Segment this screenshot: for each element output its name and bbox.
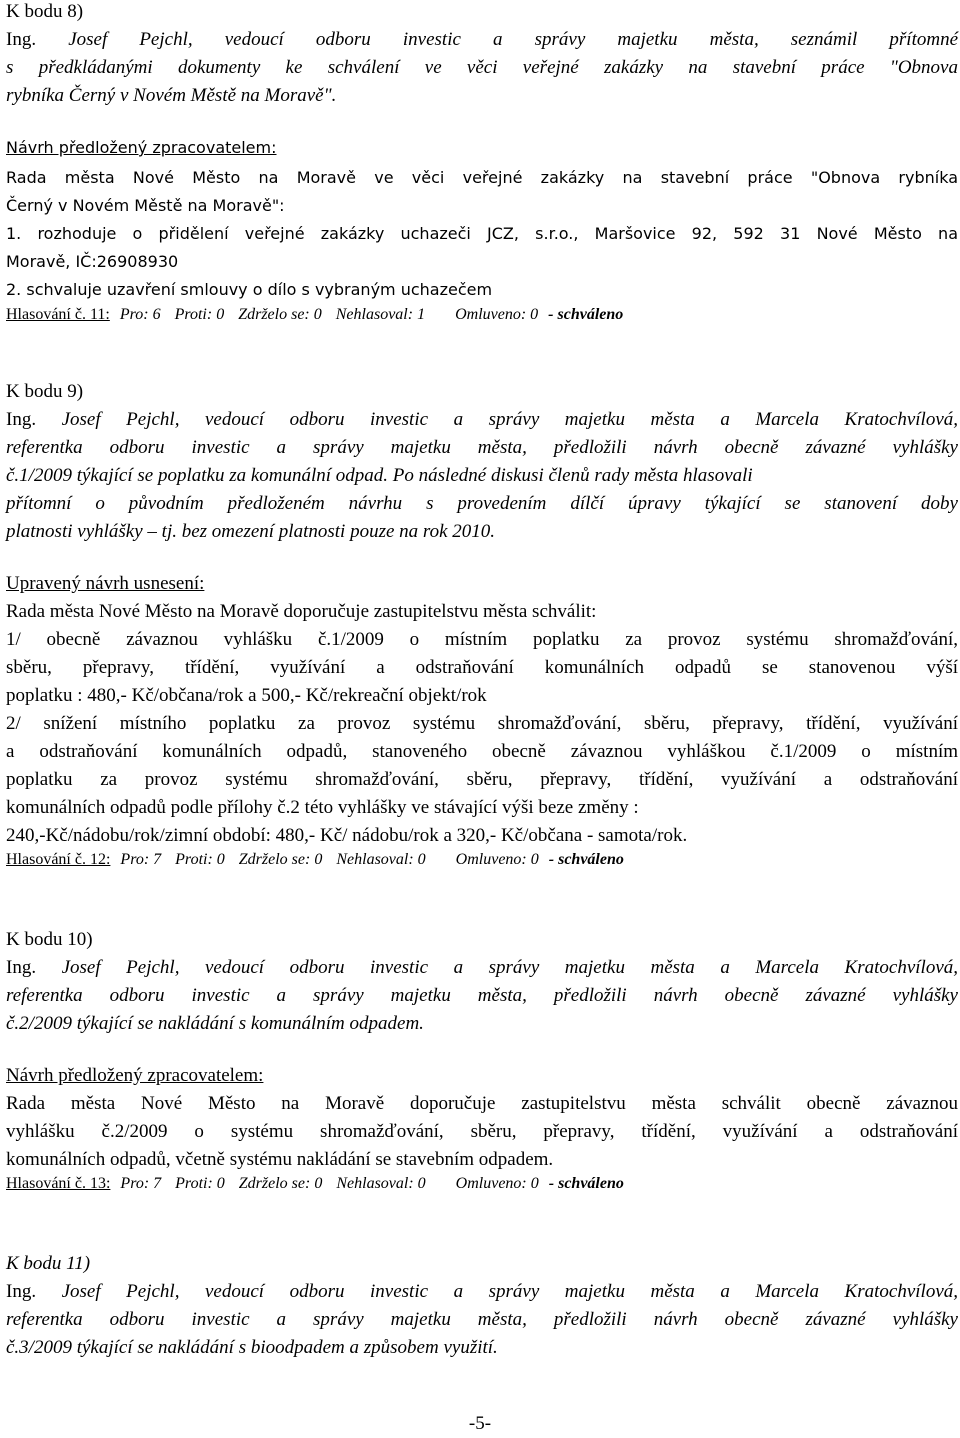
text-segment: Josef Pejchl, vedoucí odboru investic a správy majetku města a Marcela Kratochvílová, — [61, 957, 958, 978]
vote-result: - schváleno — [548, 306, 624, 323]
text-segment: K bodu 9) — [6, 381, 84, 402]
text-segment: referentka odboru investic a správy majetku města, předložili návrh obecně závazné vyhlášky — [6, 985, 958, 1006]
text-segment: sběru, přepravy, třídění, využívání a odstraňování komunálních odpadů se stanovenou výší — [6, 657, 958, 678]
text-line — [6, 824, 958, 848]
text-line — [6, 1280, 958, 1304]
text-line — [6, 278, 958, 302]
text-segment: č.1/2009 týkající se poplatku za komunální odpad. Po následné diskusi členů rady města hlasovali — [6, 465, 753, 486]
vote-pro: Pro: 6 — [119, 306, 161, 323]
vote-omluveno: Omluveno: 0 — [455, 851, 539, 868]
vote-line — [6, 1172, 958, 1196]
text-segment: poplatku za provoz systému shromažďování, sběru, přepravy, třídění, využívání a odstraňování — [6, 769, 958, 790]
text-line — [6, 0, 958, 24]
text-segment: Černý v Novém Městě na Moravě": — [6, 196, 285, 215]
text-segment: Ing. — [6, 409, 62, 430]
text-line — [6, 1120, 958, 1144]
text-line — [6, 572, 958, 596]
vote-zdrzelo: Zdrželo se: 0 — [238, 1175, 323, 1192]
text-line — [6, 984, 958, 1008]
vote-result: - schváleno — [548, 1175, 624, 1192]
text-line — [6, 436, 958, 460]
vote-label: Hlasování č. 13: — [6, 1175, 111, 1192]
text-segment: rybníka Černý v Novém Městě na Moravě". — [6, 85, 337, 106]
text-segment: s předkládanými dokumenty ke schválení ve věci veřejné zakázky na stavební práce "Obnova — [6, 57, 958, 78]
text-segment: vyhlášku č.2/2009 o systému shromažďování, sběru, přepravy, třídění, využívání a odstraňování — [6, 1121, 958, 1142]
vote-nehlasoval: Nehlasoval: 1 — [335, 306, 426, 323]
text-line — [6, 492, 958, 516]
text-segment: č.3/2009 týkající se nakládání s bioodpadem a způsobem využití. — [6, 1337, 498, 1358]
text-line — [6, 250, 958, 274]
vote-label: Hlasování č. 12: — [6, 851, 111, 868]
text-segment: referentka odboru investic a správy majetku města, předložili návrh obecně závazné vyhlášky — [6, 437, 958, 458]
text-segment: referentka odboru investic a správy majetku města, předložili návrh obecně závazné vyhlášky — [6, 1309, 958, 1330]
vote-proti: Proti: 0 — [175, 851, 225, 868]
text-line — [6, 1336, 958, 1360]
text-line — [6, 380, 958, 404]
text-segment: komunálních odpadů, včetně systému nakládání se stavebním odpadem. — [6, 1149, 554, 1170]
text-line — [6, 166, 958, 190]
text-line — [6, 656, 958, 680]
text-line — [6, 796, 958, 820]
text-segment: K bodu 8) — [6, 1, 84, 22]
text-segment: 2. schvaluje uzavření smlouvy o dílo s vybraným uchazečem — [6, 280, 493, 299]
text-segment: Návrh předložený zpracovatelem: — [6, 1065, 264, 1086]
text-line — [6, 222, 958, 246]
text-line — [6, 84, 958, 108]
text-segment: platnosti vyhlášky – tj. bez omezení platnosti pouze na rok 2010. — [6, 521, 496, 542]
text-line — [6, 464, 958, 488]
vote-nehlasoval: Nehlasoval: 0 — [336, 851, 426, 868]
vote-line — [6, 303, 958, 327]
text-segment: 1. rozhoduje o přidělení veřejné zakázky uchazeči JCZ, s.r.o., Maršovice 92, 592 31 Nové Město na — [6, 224, 958, 243]
vote-omluveno: Omluveno: 0 — [455, 306, 539, 323]
text-segment: přítomní o původním předloženém návrhu s provedením dílčí úpravy týkající se stanovení doby — [6, 493, 958, 514]
text-line — [6, 928, 958, 952]
text-segment: 2/ snížení místního poplatku za provoz systému shromažďování, sběru, přepravy, třídění, využívání — [6, 713, 958, 734]
text-line — [6, 520, 958, 544]
text-line — [6, 600, 958, 624]
text-segment: 240,-Kč/nádobu/rok/zimní období: 480,- Kč/ nádobu/rok a 320,- Kč/občana - samota/rok. — [6, 825, 688, 846]
vote-pro: Pro: 7 — [120, 1175, 162, 1192]
text-segment: komunálních odpadů podle přílohy č.2 této vyhlášky ve stávající výši beze změny : — [6, 797, 639, 818]
text-segment: K bodu 11) — [6, 1253, 91, 1274]
vote-nehlasoval: Nehlasoval: 0 — [336, 1175, 426, 1192]
text-line — [6, 1148, 958, 1172]
text-segment: Ing. — [6, 1281, 62, 1302]
text-line — [6, 740, 958, 764]
text-line — [6, 1012, 958, 1036]
page-number: -5- — [468, 1413, 492, 1434]
text-segment: Josef Pejchl, vedoucí odboru investic a správy majetku města a Marcela Kratochvílová, — [61, 1281, 958, 1302]
text-segment: Rada města Nové Město na Moravě doporučuje zastupitelstvu města schválit obecně závaznou — [6, 1093, 958, 1114]
text-segment: 1/ obecně závaznou vyhlášku č.1/2009 o místním poplatku za provoz systému shromažďování, — [6, 629, 958, 650]
vote-proti: Proti: 0 — [174, 306, 225, 323]
text-line — [6, 768, 958, 792]
vote-zdrzelo: Zdrželo se: 0 — [238, 851, 323, 868]
text-segment: poplatku : 480,- Kč/občana/rok a 500,- Kč/rekreační objekt/rok — [6, 685, 487, 706]
text-line — [6, 408, 958, 432]
text-segment: Návrh předložený zpracovatelem: — [6, 138, 277, 157]
text-line — [6, 956, 958, 980]
text-segment: Josef Pejchl, vedoucí odboru investic a správy majetku města a Marcela Kratochvílová, — [61, 409, 958, 430]
text-segment: Josef Pejchl, vedoucí odboru investic a správy majetku města, seznámil přítomné — [68, 29, 958, 50]
text-line — [6, 56, 958, 80]
text-line — [6, 1252, 958, 1276]
text-line — [6, 1308, 958, 1332]
vote-label: Hlasování č. 11: — [6, 306, 110, 323]
text-line — [6, 1064, 958, 1088]
vote-line — [6, 848, 958, 872]
text-segment: Ing. — [6, 29, 69, 50]
text-segment: Rada města Nové Město na Moravě doporučuje zastupitelstvu města schválit: — [6, 601, 597, 622]
vote-omluveno: Omluveno: 0 — [455, 1175, 539, 1192]
text-segment: Upravený návrh usnesení: — [6, 573, 205, 594]
text-line — [6, 194, 958, 218]
text-line — [6, 28, 958, 52]
text-segment: K bodu 10) — [6, 929, 93, 950]
text-segment: Ing. — [6, 957, 62, 978]
vote-pro: Pro: 7 — [120, 851, 162, 868]
text-segment: č.2/2009 týkající se nakládání s komunálním odpadem. — [6, 1013, 424, 1034]
text-line — [6, 628, 958, 652]
text-line — [6, 1092, 958, 1116]
text-line — [6, 712, 958, 736]
vote-zdrzelo: Zdrželo se: 0 — [238, 306, 322, 323]
vote-result: - schváleno — [548, 851, 624, 868]
text-segment: Moravě, IČ:26908930 — [6, 252, 179, 271]
text-line — [6, 684, 958, 708]
text-line — [6, 136, 958, 160]
vote-proti: Proti: 0 — [175, 1175, 225, 1192]
text-segment: a odstraňování komunálních odpadů, stanoveného obecně závaznou vyhláškou č.1/2009 o místním — [6, 741, 958, 762]
text-segment: Rada města Nové Město na Moravě ve věci veřejné zakázky na stavební práce "Obnova rybníka — [6, 168, 958, 187]
